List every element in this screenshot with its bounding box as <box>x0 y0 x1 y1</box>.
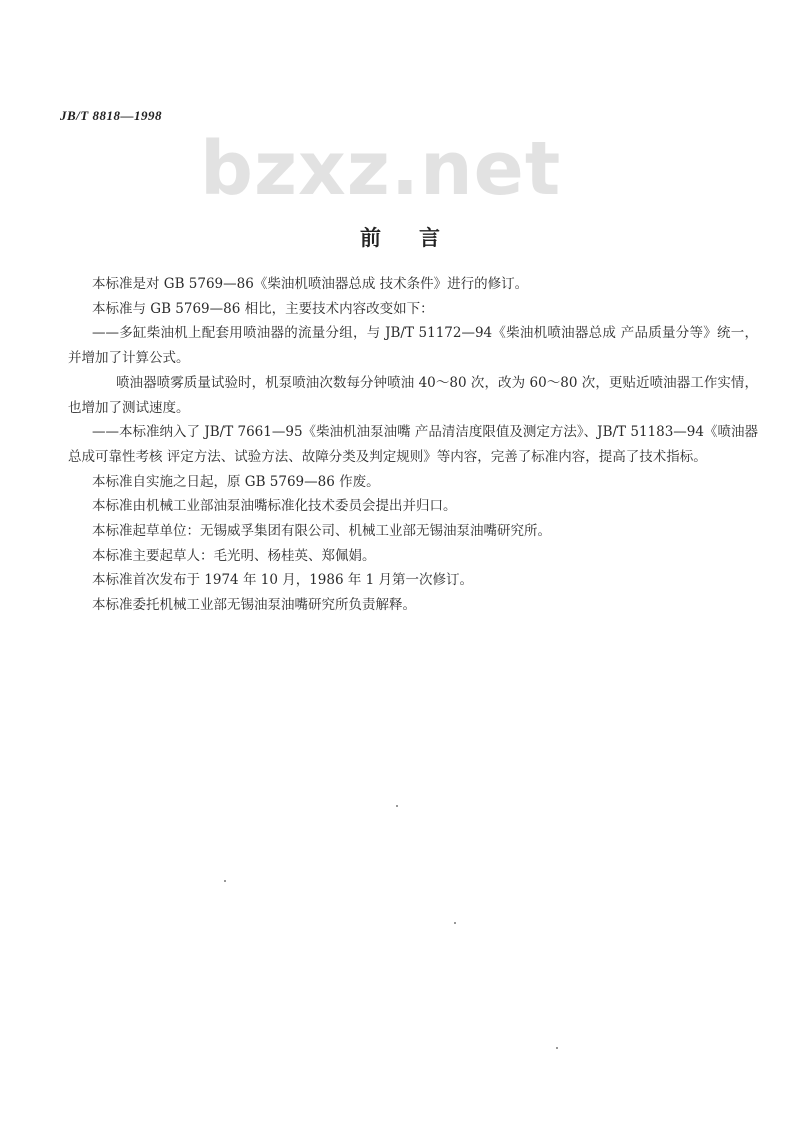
paragraph: 本标准与 GB 5769—86 相比，主要技术内容改变如下： <box>92 300 434 317</box>
paragraph: 本标准是对 GB 5769—86《柴油机喷油器总成 技术条件》进行的修订。 <box>92 276 529 292</box>
paragraph: 喷油器喷雾质量试验时，机泵喷油次数每分钟喷油 40～80 次，改为 60～80 次，更贴近喷油器工作实情，也增加了测试速度。 <box>68 374 758 416</box>
paragraph: 本标准自实施之日起，原 GB 5769—86 作废。 <box>92 473 380 490</box>
paragraph: ——多缸柴油机上配套用喷油器的流量分组，与 JB/T 51172—94《柴油机喷油器总成 产品质量分等》统一，并增加了计算公式。 <box>68 325 758 367</box>
scan-speck <box>454 922 456 924</box>
scan-speck <box>556 1047 558 1049</box>
paragraph: 本标准主要起草人：毛光明、杨桂英、郑佩娟。 <box>92 547 376 564</box>
foreword-body <box>68 272 758 618</box>
scan-speck <box>224 880 226 882</box>
paragraph: ——本标准纳入了 JB/T 7661—95《柴油机油泵油嘴 产品清洁度限值及测定方法》、JB/T 51183—94《喷油器总成可靠性考核 评定方法、试验方法、故障分类及判定规则》等内容，完善了标准内容，提高了技术指标。 <box>68 424 758 465</box>
scan-speck <box>396 805 398 807</box>
paragraph: 本标准起草单位：无锡威孚集团有限公司、机械工业部无锡油泵油嘴研究所。 <box>92 523 551 540</box>
site-watermark: bzxz.net <box>200 126 562 212</box>
page-title: 前言 <box>360 226 478 250</box>
paragraph: 本标准委托机械工业部无锡油泵油嘴研究所负责解释。 <box>92 597 416 614</box>
standard-number: JB/T 8818—1998 <box>60 108 162 123</box>
paragraph: 本标准由机械工业部油泵油嘴标准化技术委员会提出并归口。 <box>92 498 457 515</box>
paragraph: 本标准首次发布于 1974 年 10 月，1986 年 1 月第一次修订。 <box>92 572 474 589</box>
